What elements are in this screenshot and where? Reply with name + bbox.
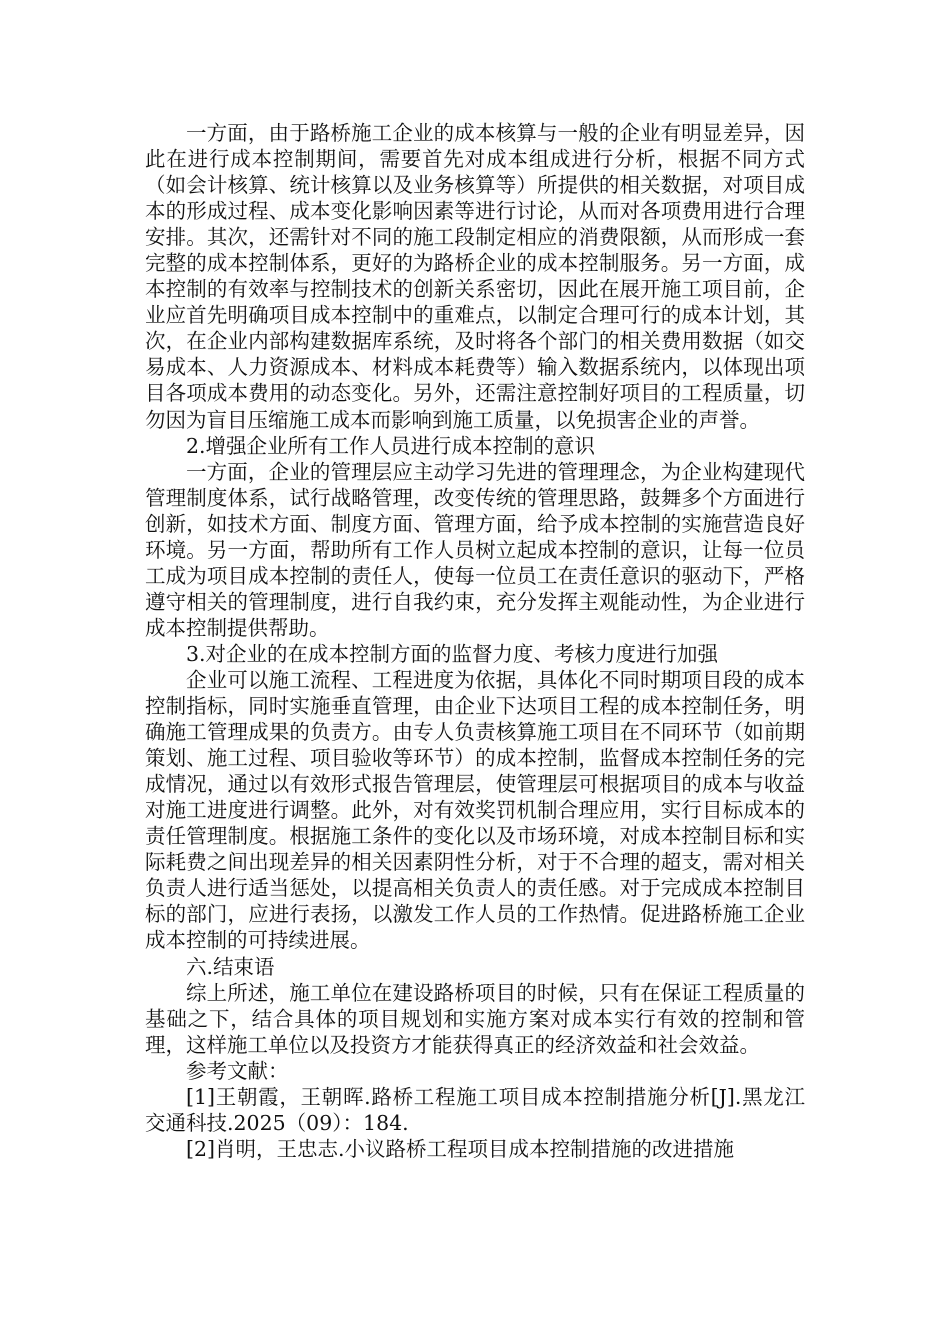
paragraph-awareness: 一方面，企业的管理层应主动学习先进的管理理念，为企业构建现代管理制度体系，试行战略管理，改变传统的管理思路，鼓舞多个方面进行创新，如技术方面、制度方面、管理方面，给予成本控制的实施营造良好环境。另一方面，帮助所有工作人员树立起成本控制的意识，让每一位员工成为项目成本控制的责任人，使每一位员工在责任意识的驱动下，严格遵守相关的管理制度，进行自我约束，充分发挥主观能动性，为企业进行成本控制提供帮助。 bbox=[145, 459, 805, 640]
reference-item-2: [2]肖明，王忠志.小议路桥工程项目成本控制措施的改进措施 bbox=[186, 1136, 735, 1161]
section-heading-awareness: 2.增强企业所有工作人员进行成本控制的意识 bbox=[186, 433, 596, 458]
document-body bbox=[145, 120, 805, 1162]
reference-item-1: [1]王朝霞，王朝晖.路桥工程施工项目成本控制措施分析[J].黑龙江交通科技.2025（09）：184. bbox=[145, 1084, 805, 1135]
paragraph-conclusion: 综上所述，施工单位在建设路桥项目的时候，只有在保证工程质量的基础之下，结合具体的项目规划和实施方案对成本实行有效的控制和管理，这样施工单位以及投资方才能获得真正的经济效益和社会效益。 bbox=[145, 980, 805, 1057]
section-heading-conclusion: 六.结束语 bbox=[186, 954, 275, 979]
paragraph-supervision: 企业可以施工流程、工程进度为依据，具体化不同时期项目段的成本控制指标，同时实施垂直管理，由企业下达项目工程的成本控制任务，明确施工管理成果的负责方。由专人负责核算施工项目在不同环节（如前期策划、施工过程、项目验收等环节）的成本控制，监督成本控制任务的完成情况，通过以有效形式报告管理层，使管理层可根据项目的成本与收益对施工进度进行调整。此外，对有效奖罚机制合理应用，实行目标成本的责任管理制度。根据施工条件的变化以及市场环境，对成本控制目标和实际耗费之间出现差异的相关因素阴性分析，对于不合理的超支，需对相关负责人进行适当惩处，以提高相关负责人的责任感。对于完成成本控制目标的部门，应进行表扬，以激发工作人员的工作热情。促进路桥施工企业成本控制的可持续进展。 bbox=[145, 667, 805, 953]
section-heading-supervision: 3.对企业的在成本控制方面的监督力度、考核力度进行加强 bbox=[186, 641, 719, 666]
paragraph-cost-accounting: 一方面，由于路桥施工企业的成本核算与一般的企业有明显差异，因此在进行成本控制期间，需要首先对成本组成进行分析，根据不同方式（如会计核算、统计核算以及业务核算等）所提供的相关数据，对项目成本的形成过程、成本变化影响因素等进行讨论，从而对各项费用进行合理安排。其次，还需针对不同的施工段制定相应的消费限额，从而形成一套完整的成本控制体系，更好的为路桥企业的成本控制服务。另一方面，成本控制的有效率与控制技术的创新关系密切，因此在展开施工项目前，企业应首先明确项目成本控制中的重难点，以制定合理可行的成本计划，其次，在企业内部构建数据库系统，及时将各个部门的相关费用数据（如交易成本、人力资源成本、材料成本耗费等）输入数据系统内，以体现出项目各项成本费用的动态变化。另外，还需注意控制好项目的工程质量，切勿因为盲目压缩施工成本而影响到施工质量，以免损害企业的声誉。 bbox=[145, 121, 805, 432]
references-title: 参考文献： bbox=[186, 1058, 289, 1083]
